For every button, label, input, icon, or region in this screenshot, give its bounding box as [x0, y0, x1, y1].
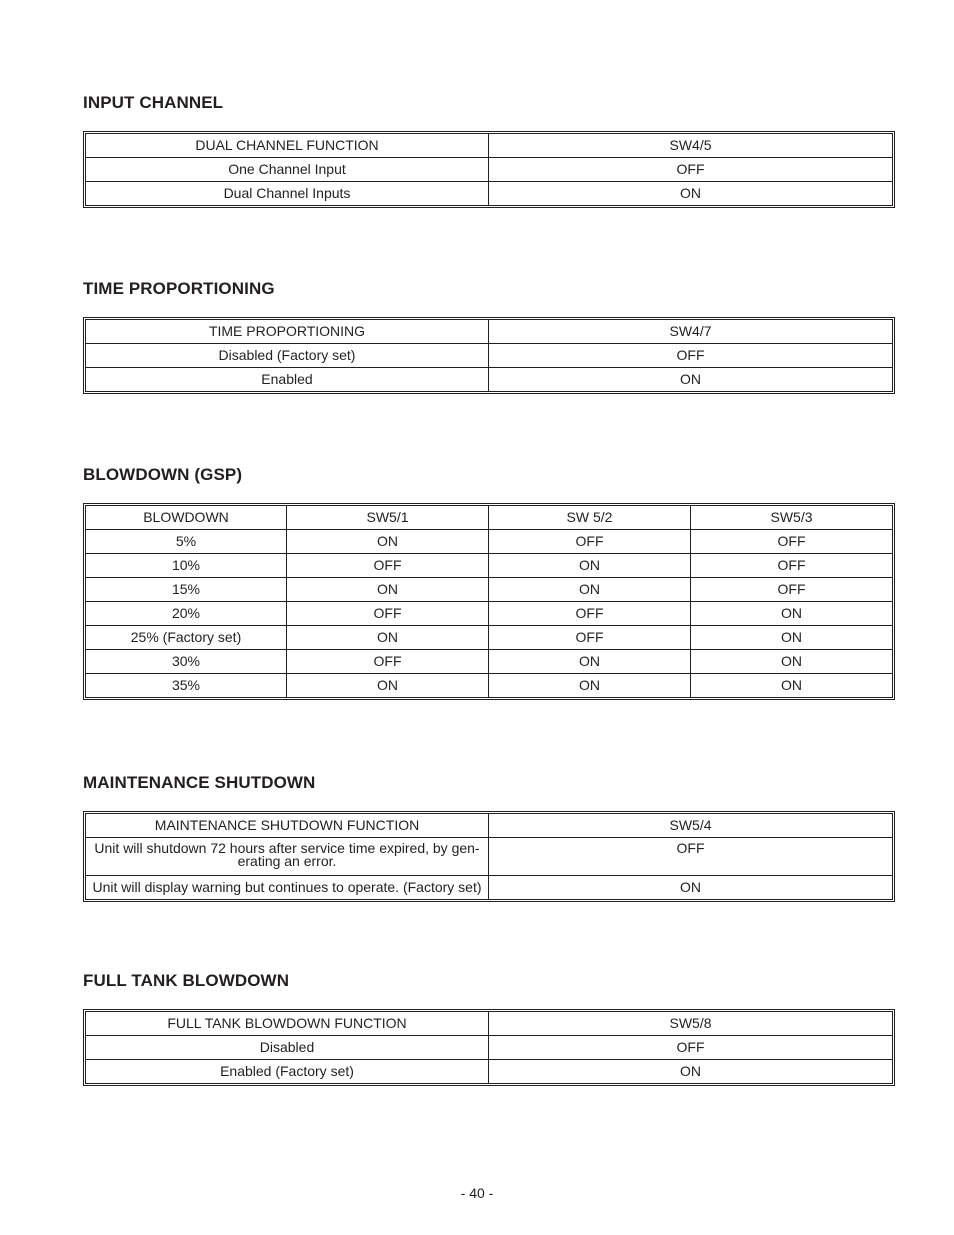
table-header-cell: SW5/3 — [691, 505, 893, 530]
table-header-cell: FULL TANK BLOWDOWN FUNCTION — [85, 1011, 489, 1036]
table-cell: ON — [489, 650, 691, 674]
table-header-cell: MAINTENANCE SHUTDOWN FUNCTION — [85, 813, 489, 838]
table-header-cell: BLOWDOWN — [85, 505, 287, 530]
table-cell: ON — [691, 674, 893, 698]
table-cell: Enabled (Factory set) — [85, 1060, 489, 1084]
section-full-tank-blowdown — [83, 971, 895, 1079]
table-header-row — [85, 1011, 893, 1036]
table-row — [85, 1060, 893, 1084]
table-cell: One Channel Input — [85, 158, 489, 182]
table-cell: OFF — [287, 602, 489, 626]
table-cell: Disabled — [85, 1036, 489, 1060]
table-row — [85, 876, 893, 900]
table-cell: Dual Channel Inputs — [85, 182, 489, 206]
table-row — [85, 368, 893, 392]
table-cell: 25% (Factory set) — [85, 626, 287, 650]
table-cell: Unit will display warning but continues to operate. (Factory set) — [85, 876, 489, 900]
table-header-row — [85, 813, 893, 838]
table-header-cell: SW5/8 — [489, 1011, 893, 1036]
table-cell: 20% — [85, 602, 287, 626]
table-row — [85, 602, 893, 626]
table-cell: 15% — [85, 578, 287, 602]
table-cell: OFF — [489, 626, 691, 650]
table-header-row — [85, 133, 893, 158]
table-cell: ON — [691, 602, 893, 626]
table-header-cell: DUAL CHANNEL FUNCTION — [85, 133, 489, 158]
table-cell: ON — [489, 368, 893, 392]
table-row — [85, 182, 893, 206]
table-row — [85, 344, 893, 368]
table-header-cell: TIME PROPORTIONING — [85, 319, 489, 344]
table-cell: Enabled — [85, 368, 489, 392]
section-maintenance-shutdown — [83, 773, 895, 895]
table-cell: 5% — [85, 530, 287, 554]
table-cell: OFF — [287, 650, 489, 674]
section-blowdown — [83, 465, 895, 693]
table-header-cell: SW 5/2 — [489, 505, 691, 530]
table-cell: ON — [489, 182, 893, 206]
table-row — [85, 674, 893, 698]
table-cell: ON — [489, 674, 691, 698]
table-row — [85, 838, 893, 876]
table-cell: OFF — [489, 530, 691, 554]
table-header-cell: SW4/7 — [489, 319, 893, 344]
section-title: FULL TANK BLOWDOWN — [83, 971, 290, 990]
table-cell: OFF — [489, 158, 893, 182]
table-cell: OFF — [691, 554, 893, 578]
input-channel-table — [83, 131, 895, 208]
full-tank-blowdown-table — [83, 1009, 895, 1086]
section-title: BLOWDOWN (GSP) — [83, 465, 243, 484]
table-cell: OFF — [287, 554, 489, 578]
section-title: INPUT CHANNEL — [83, 93, 224, 112]
table-row — [85, 578, 893, 602]
table-row — [85, 554, 893, 578]
table-cell: ON — [489, 554, 691, 578]
table-cell: ON — [287, 530, 489, 554]
table-cell: OFF — [489, 602, 691, 626]
table-cell: OFF — [691, 530, 893, 554]
table-cell: Unit will shutdown 72 hours after service time expired, by gen- erating an error. — [85, 838, 489, 876]
blowdown-table — [83, 503, 895, 700]
table-cell: ON — [489, 876, 893, 900]
table-header-row — [85, 319, 893, 344]
table-header-row — [85, 505, 893, 530]
table-cell: ON — [489, 1060, 893, 1084]
section-title: TIME PROPORTIONING — [83, 279, 275, 298]
table-cell: ON — [489, 578, 691, 602]
table-cell: ON — [691, 650, 893, 674]
time-proportioning-table — [83, 317, 895, 394]
section-input-channel — [83, 93, 895, 201]
table-cell: ON — [287, 578, 489, 602]
table-header-cell: SW5/1 — [287, 505, 489, 530]
table-cell: ON — [691, 626, 893, 650]
table-row — [85, 626, 893, 650]
table-cell: OFF — [489, 1036, 893, 1060]
table-header-cell: SW5/4 — [489, 813, 893, 838]
table-cell: 10% — [85, 554, 287, 578]
table-cell: OFF — [489, 838, 893, 876]
table-cell: ON — [287, 626, 489, 650]
table-cell: 30% — [85, 650, 287, 674]
table-row — [85, 1036, 893, 1060]
table-cell: OFF — [489, 344, 893, 368]
table-cell: 35% — [85, 674, 287, 698]
table-cell: ON — [287, 674, 489, 698]
table-cell: OFF — [691, 578, 893, 602]
page-number: - 40 - — [460, 1185, 494, 1201]
section-time-proportioning — [83, 279, 895, 387]
maintenance-shutdown-table — [83, 811, 895, 902]
section-title: MAINTENANCE SHUTDOWN — [83, 773, 316, 792]
table-row — [85, 158, 893, 182]
table-cell: Disabled (Factory set) — [85, 344, 489, 368]
table-row — [85, 530, 893, 554]
table-row — [85, 650, 893, 674]
table-header-cell: SW4/5 — [489, 133, 893, 158]
